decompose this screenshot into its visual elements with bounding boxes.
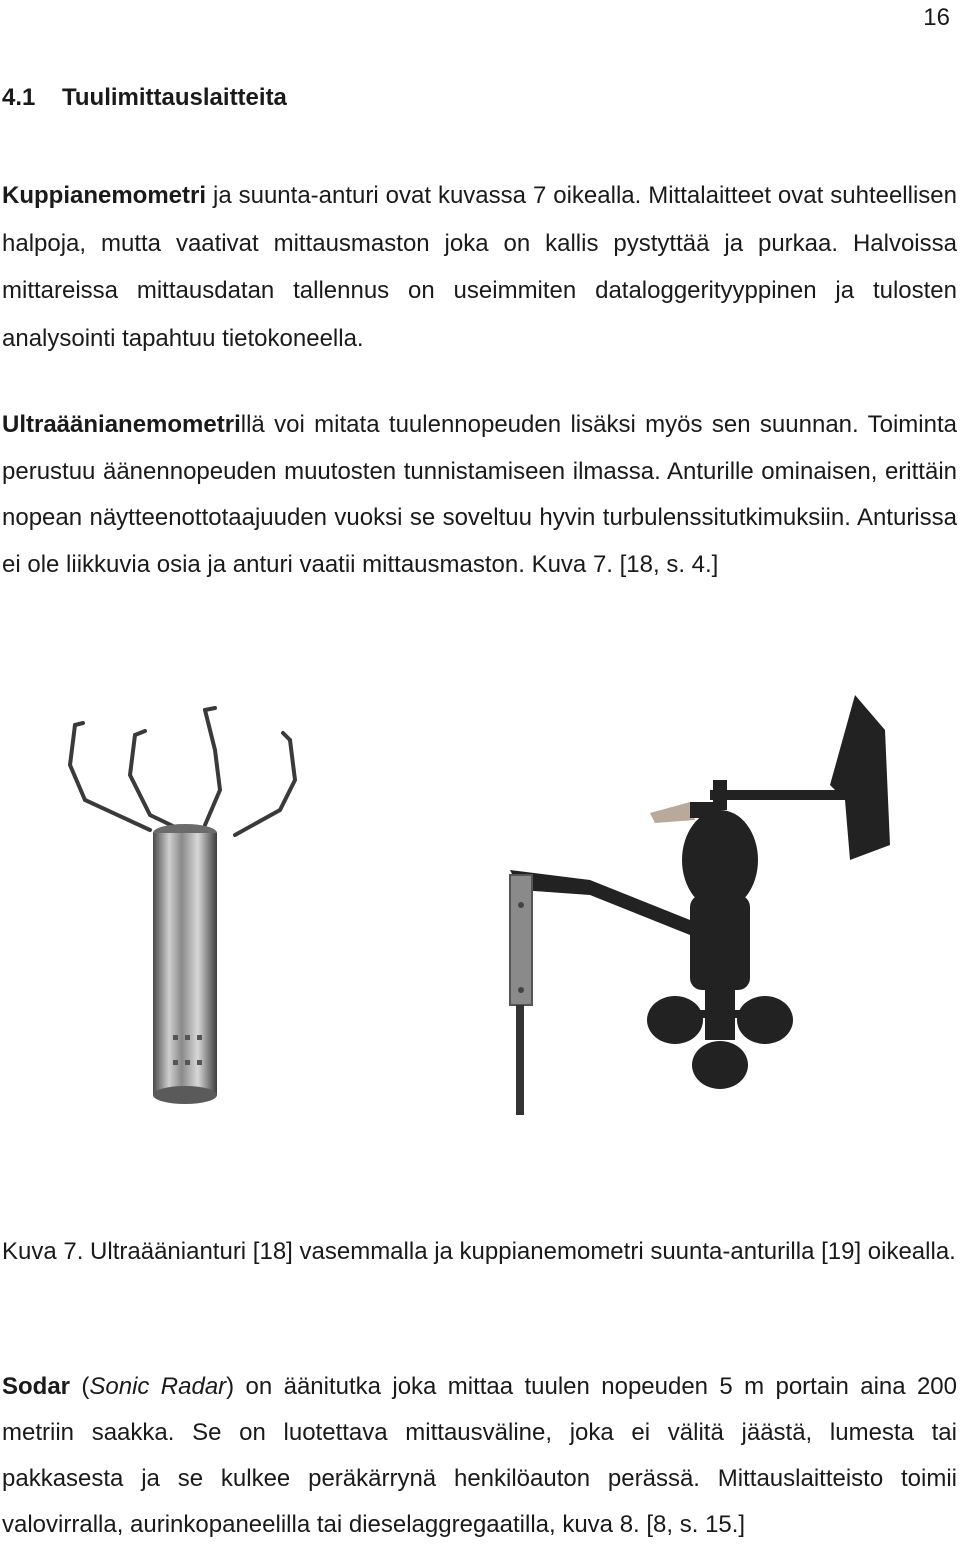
paragraph-text: ja suunta-anturi ovat kuvassa 7 oikealla. Mittalaitteet ovat suhteellisen halpoja, mutta vaativat mittausmaston joka on kallis pystyttää ja purkaa. Halvoissa mittareissa mittausdatan tallennus on useimmiten dataloggerityyppinen ja tulosten analysointi tapahtuu tietokoneella. [2,182,957,352]
paragraph-text: ) on äänitutka joka mittaa tuulen nopeuden 5 m portain aina 200 metriin saakka. Se on luotettava mittausväline, joka ei välitä jäästä, lumesta tai pakkasesta ja se kulkee peräkärrynä henkilöauton perässä. Mittauslaitteisto toimii valovirralla, aurinkopaneelilla tai dieselaggregaatilla, kuva 8. [8, s. 15.] [2,1373,958,1538]
term-ultraaanianemometri: Ultraäänianemometri [2,411,241,438]
ultrasonic-anemometer-image [55,705,315,1115]
cup-anemometer-image [500,690,920,1120]
term-sodar: Sodar [2,1373,71,1400]
paragraph-ultrasonic [2,402,957,588]
section-number: 4.1 [2,84,36,111]
section-heading [2,82,287,114]
term-kuppianemometri: Kuppianemometri [2,182,207,209]
page-number: 16 [923,4,950,31]
paragraph-sodar [2,1364,957,1548]
paren-open: ( [70,1373,90,1400]
figure-7 [0,690,960,1120]
paragraph-cup-anemometer [2,172,957,362]
term-sonic-radar: Sonic Radar [89,1373,227,1400]
figure-caption: Kuva 7. Ultraäänianturi [18] vasemmalla ja kuppianemometri suunta-anturilla [19] oikealla. [2,1238,956,1265]
paragraph-text: llä voi mitata tuulennopeuden lisäksi myös sen suunnan. Toiminta perustuu äänennopeuden muutosten tunnistamiseen ilmassa. Anturille ominaisen, erittäin nopean näytteenottotaajuuden vuoksi se soveltuu hyvin turbulenssitutkimuksiin. Anturissa ei ole liikkuvia osia ja anturi vaatii mittausmaston. Kuva 7. [18, s. 4.] [2,411,957,578]
section-title: Tuulimittauslaitteita [62,84,287,111]
